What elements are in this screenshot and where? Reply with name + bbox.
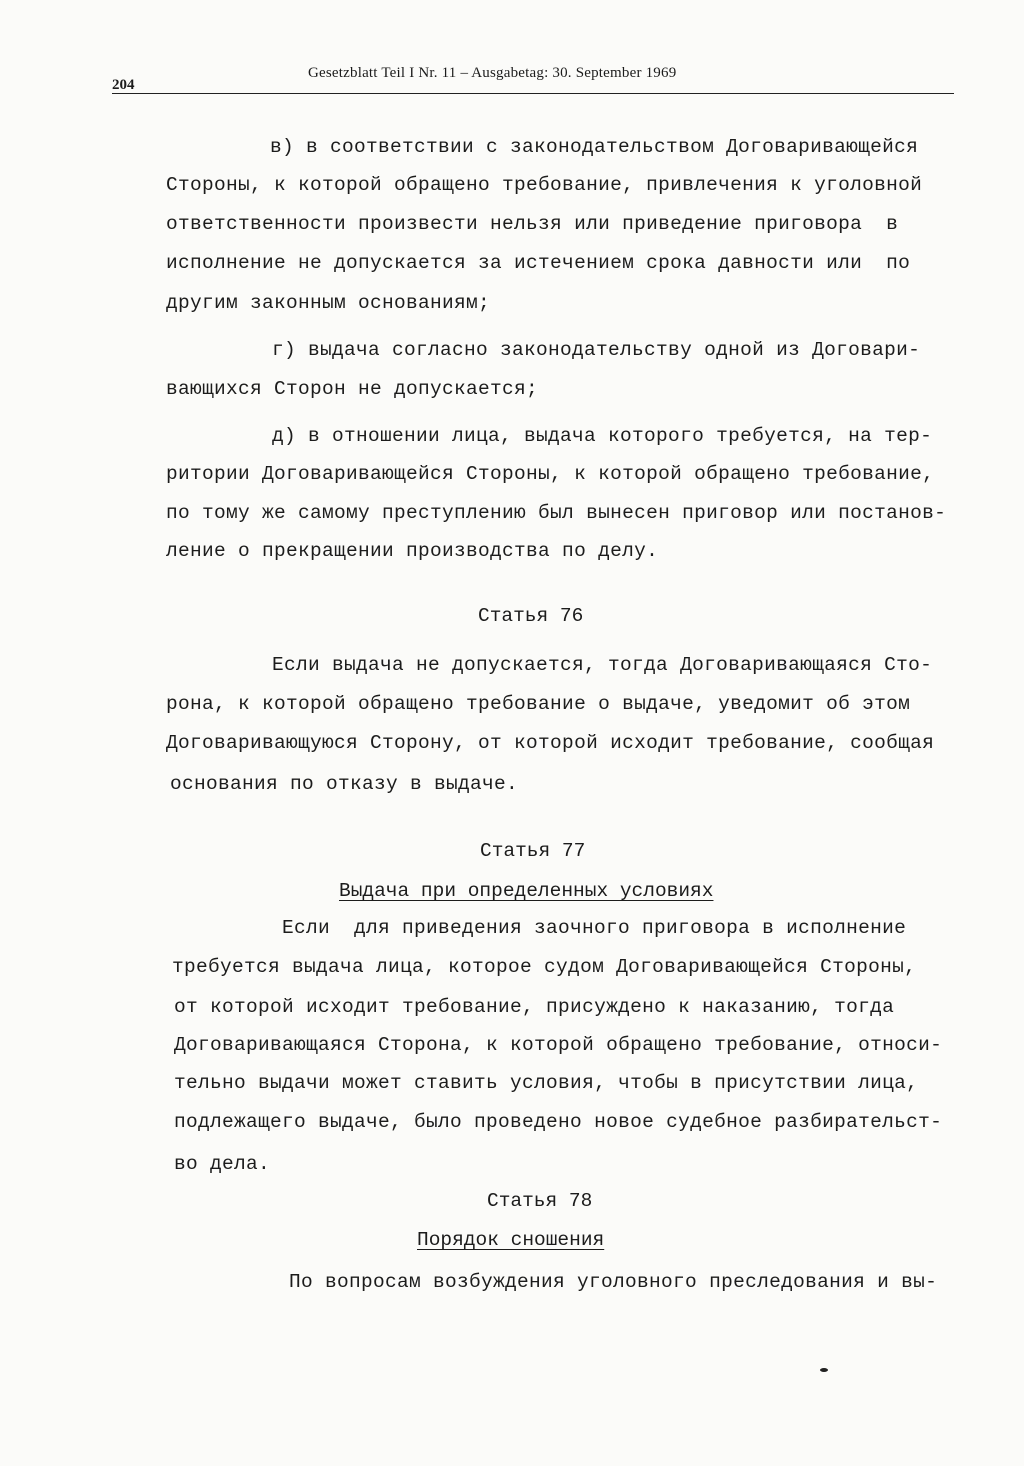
paragraph-d-line: по тому же самому преступлению был вынесен приговор или постанов- [166,502,947,524]
article-78-line: По вопросам возбуждения уголовного преследования и вы- [289,1271,938,1293]
page-header [112,63,954,94]
paragraph-v-line: Стороны, к которой обращено требование, привлечения к уголовной [166,174,923,196]
article-77-line: требуется выдача лица, которое судом Договаривающейся Стороны, [172,956,917,978]
paragraph-v-line: другим законным основаниям; [166,292,491,314]
page-number: 204 [112,77,135,93]
paragraph-d-line: д) в отношении лица, выдача которого требуется, на тер- [272,425,933,447]
article-77-line: тельно выдачи может ставить условия, чтобы в присутствии лица, [174,1072,919,1094]
paragraph-d-line: ление о прекращении производства по делу. [166,540,659,562]
paragraph-d-line: ритории Договаривающейся Стороны, к которой обращено требование, [166,463,935,485]
article-76-line: рона, к которой обращено требование о выдаче, уведомит об этом [166,693,911,715]
article-76-line: Договаривающуюся Сторону, от которой исходит требование, сообщая [166,732,935,754]
header-title: Gesetzblatt Teil I Nr. 11 – Ausgabetag: 30. September 1969 [308,65,677,81]
paragraph-v-line: ответственности произвести нельзя или приведение приговора в [166,213,899,235]
article-76-line: Если выдача не допускается, тогда Договаривающаяся Сто- [272,654,933,676]
article-77-line: Договаривающаяся Сторона, к которой обращено требование, относи- [174,1034,943,1056]
article-77-subtitle: Выдача при определенных условиях [339,880,714,902]
article-76-line: основания по отказу в выдаче. [170,773,519,795]
article-76-heading: Статья 76 [478,605,584,627]
article-77-line: подлежащего выдаче, было проведено новое судебное разбирательст- [174,1111,943,1133]
paragraph-v-line: в) в соответствии с законодательством Договаривающейся [270,136,919,158]
article-78-subtitle: Порядок сношения [417,1229,605,1251]
article-78-heading: Статья 78 [487,1190,593,1212]
paragraph-g-line: вающихся Сторон не допускается; [166,378,539,400]
article-77-line: от которой исходит требование, присуждено к наказанию, тогда [174,996,895,1018]
article-77-heading: Статья 77 [480,840,586,862]
paragraph-v-line: исполнение не допускается за истечением срока давности или по [166,252,911,274]
article-77-line: во дела. [174,1153,271,1175]
paragraph-g-line: г) выдача согласно законодательству одной из Договари- [272,339,921,361]
article-77-line: Если для приведения заочного приговора в исполнение [282,917,907,939]
scan-mark [820,1368,828,1372]
